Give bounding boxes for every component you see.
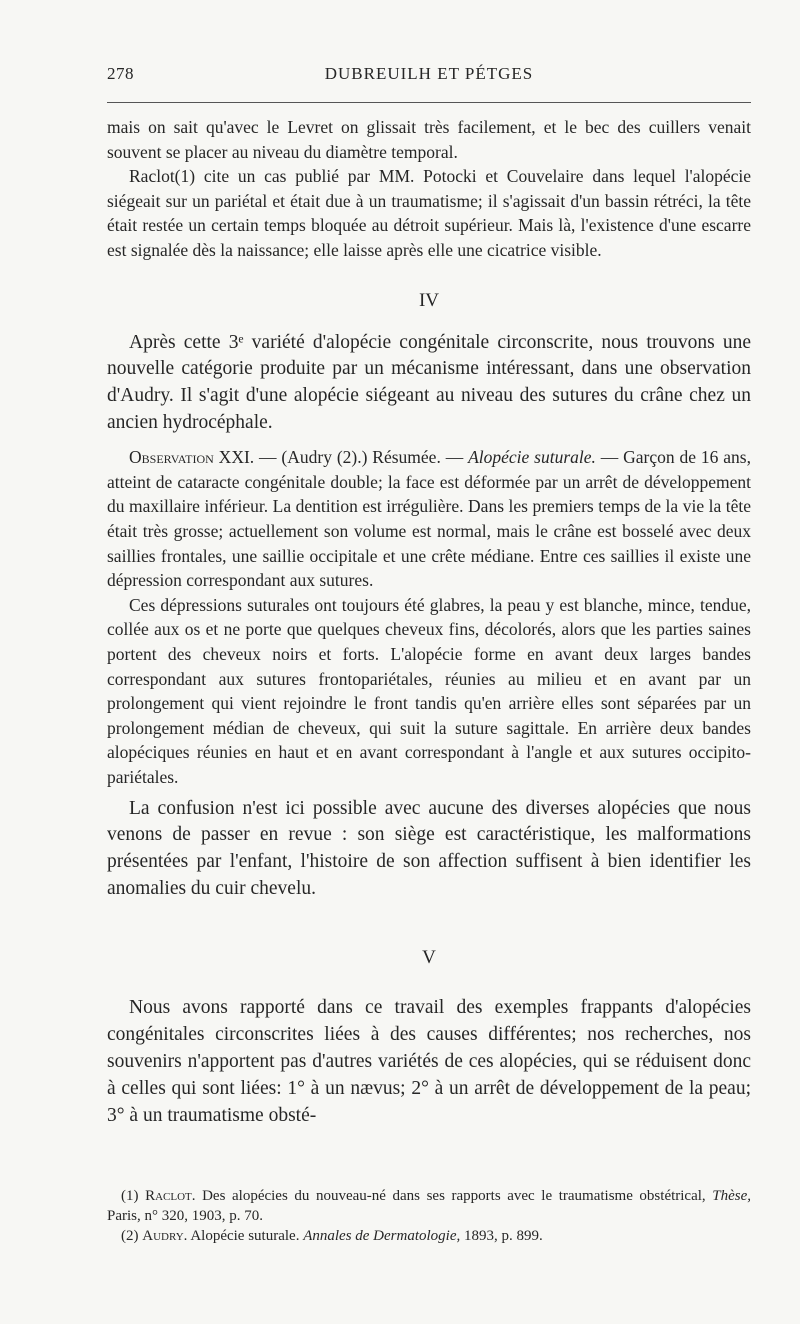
footnote-1-mark: (1) xyxy=(121,1188,146,1204)
observation-paragraph xyxy=(107,445,751,593)
footnote-1-author: Raclot. xyxy=(145,1188,196,1204)
footnote-1-text: Des alopécies du nouveau-né dans ses rapports avec le traumatisme obstétrical, xyxy=(195,1188,713,1204)
observation-label: Observation XXI. xyxy=(129,447,255,468)
page-number: 278 xyxy=(107,64,134,83)
footnote-2-text: Alopécie suturale. xyxy=(187,1228,304,1244)
section-heading-iv: IV xyxy=(418,289,440,311)
footnote-2-italic: Annales de Dermatologie, xyxy=(303,1228,461,1244)
page-body xyxy=(107,115,751,1130)
paragraph-raclot: Raclot(1) cite un cas publié par MM. Potocki et Couvelaire dans lequel l'alopécie siégeait sur un pariétal et était due à un traumatisme; il s'agissait d'un bassin rétréci, la tête était restée un certain temps bloquée au détroit supérieur. Mais là, l'existence d'une escarre est signalée dès la naissance; elle laisse après elle une cicatrice visible. xyxy=(107,166,751,260)
section-heading-v: V xyxy=(422,947,436,969)
footnotes xyxy=(107,1186,751,1246)
page-header xyxy=(107,64,751,86)
footnote-2-mark: (2) xyxy=(121,1228,143,1244)
paragraph-confusion: La confusion n'est ici possible avec aucune des diverses alopécies que nous venons de passer en revue : son siège est caractéristique, les malformations présentées par l'enfant, l'histoire de son affection suffisent à bien identifier les anomalies du cuir chevelu. xyxy=(107,797,751,900)
observation-text: — Garçon de 16 ans, atteint de cataracte congénitale double; la face est déformée par un arrêt de développement du maxillaire inférieur. La dentition est irrégulière. Dans les premiers temps de la vie la tête était très grosse; actuellement son volume est normal, mais le crâne est bosselé avec deux saillies frontales, une saillie occipitale et une crête médiane. Entre ces saillies il existe une dépression correspondant aux sutures. xyxy=(107,447,751,591)
paragraph-depressions: Ces dépressions suturales ont toujours été glabres, la peau y est blanche, mince, tendue, collée aux os et ne porte que quelques cheveux fins, décolorés, alors que les parties saines portent des cheveux noirs et forts. L'alopécie forme en avant deux larges bandes correspondant aux sutures frontopariétales, réunies au milieu et en avant par un prolongement qui vient rejoindre le front tandis qu'en arrière elles sont séparées par un prolongement médian de cheveux, qui suit la suture sagittale. En arrière deux bandes alopéciques réunies en haut et en avant correspondant à l'angle et aux sutures occipito-pariétales. xyxy=(107,594,751,787)
paragraph-intro-iv: Après cette 3ᵉ variété d'alopécie congénitale circonscrite, nous trouvons une nouvelle catégorie produite par un mécanisme intéressant, dans une observation d'Audry. Il s'agit d'une alopécie siégeant au niveau des sutures du crâne chez un ancien hydrocéphale. xyxy=(107,331,751,434)
footnote-1-italic: Thèse, xyxy=(712,1188,751,1204)
running-title: DUBREUILH ET PÉTGES xyxy=(324,64,534,83)
footnote-1-tail: Paris, n° 320, 1903, p. 70. xyxy=(107,1208,263,1224)
observation-title: Alopécie suturale. xyxy=(468,447,596,468)
observation-source: — (Audry (2).) Résumée. — xyxy=(254,447,469,468)
paragraph-continuation: mais on sait qu'avec le Levret on glissait très facilement, et le bec des cuillers venait souvent se placer au niveau du diamètre temporal. xyxy=(107,117,751,162)
paragraph-conclusion: Nous avons rapporté dans ce travail des exemples frappants d'alopécies congénitales circonscrites liées à des causes différentes; nos recherches, nos souvenirs n'apportent pas d'autres variétés de ces alopécies, qui se réduisent donc à celles qui sont liées: 1° à un nævus; 2° à un arrêt de développement de la peau; 3° à un traumatisme obsté- xyxy=(107,997,751,1126)
footnote-2 xyxy=(107,1226,751,1246)
footnote-1 xyxy=(107,1186,751,1226)
footnote-2-tail: 1893, p. 899. xyxy=(460,1228,543,1244)
footnote-2-author: Audry. xyxy=(142,1228,188,1244)
header-rule xyxy=(107,102,751,103)
